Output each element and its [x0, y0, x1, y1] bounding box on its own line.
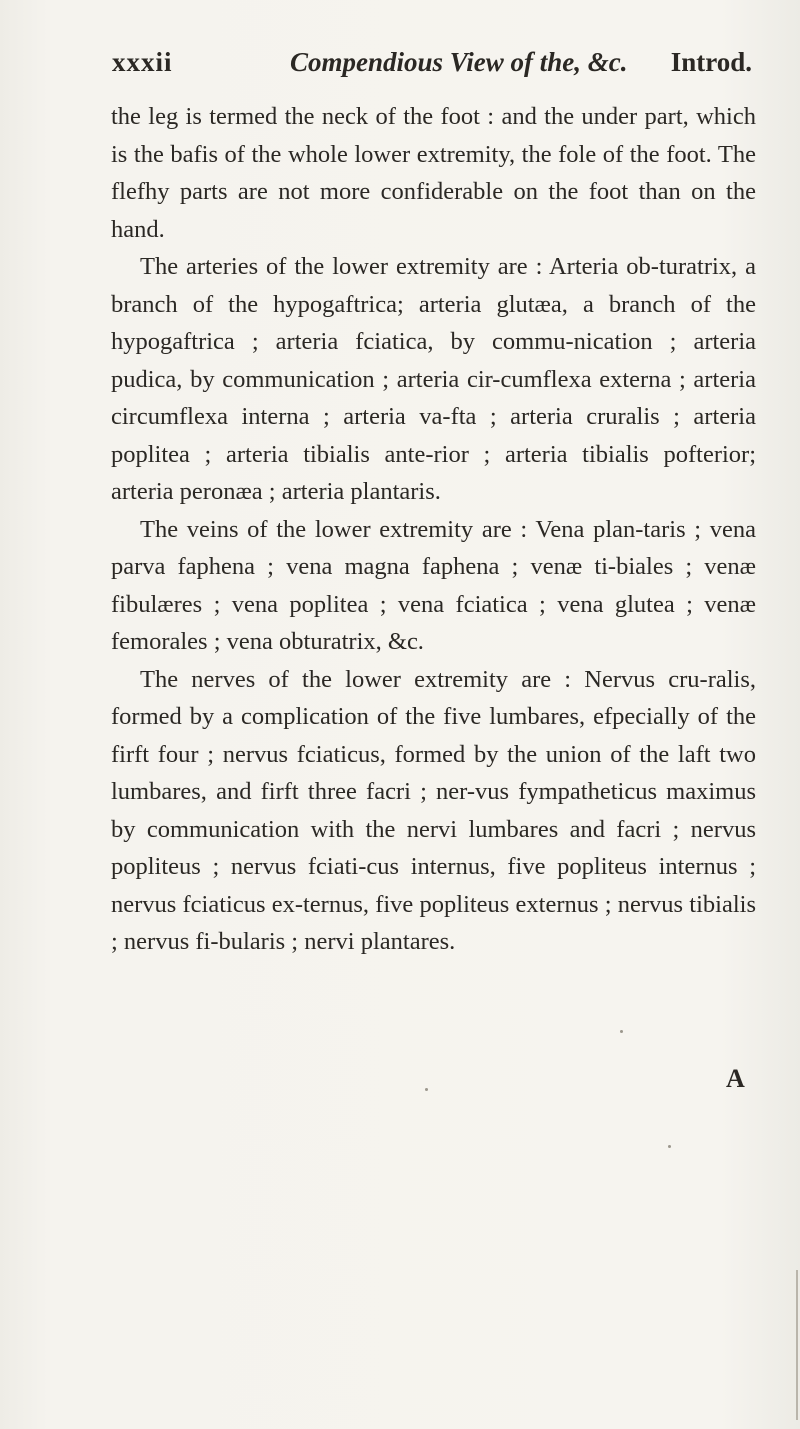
running-title: Compendious View of the, &c.: [290, 47, 628, 77]
running-head: [112, 42, 752, 82]
paragraph-arteries: The arteries of the lower extremity are : Arteria ob-turatrix, a branch of the hypogaftrica; arteria glutæa, a branch of the hypogaftrica ; arteria fciatica, by commu-nication ; arteria pudica, by communication ; arteria cir-cumflexa externa ; arteria circumflexa interna ; arteria va-fta ; arteria cruralis ; arteria poplitea ; arteria tibialis ante-rior ; arteria tibialis pofterior; arteria peronæa ; arteria plantaris.: [111, 253, 756, 505]
body-text: [111, 98, 756, 961]
page-edge-shadow: [796, 1270, 798, 1420]
paper-speck: [620, 1030, 623, 1033]
catchword: A: [726, 1064, 745, 1093]
page-number: xxxii: [112, 47, 173, 77]
paragraph-veins: The veins of the lower extremity are : Vena plan-taris ; vena parva faphena ; vena magna faphena ; venæ ti-biales ; venæ fibulæres ; vena poplitea ; vena fciatica ; vena glutea ; venæ femorales ; vena obturatrix, &c.: [111, 515, 756, 655]
paper-speck: [668, 1145, 671, 1148]
paragraph-nerves: The nerves of the lower extremity are : Nervus cru-ralis, formed by a complication of the five lumbares, efpecially of the firft four ; nervus fciaticus, formed by the union of the laft two lumbares, and firft three facri ; ner-vus fympatheticus maximus by communication with the nervi lumbares and facri ; nervus popliteus ; nervus fciati-cus internus, five popliteus internus ; nervus fciaticus ex-ternus, five popliteus externus ; nervus tibialis ; nervus fi-bularis ; nervi plantares.: [111, 665, 756, 955]
paper-speck: [425, 1088, 428, 1091]
section-label: Introd.: [670, 47, 752, 77]
paragraph-leg-foot: the leg is termed the neck of the foot : and the under part, which is the bafis of the whole lower extremity, the fole of the foot. The flefhy parts are not more confiderable on the foot than on the hand.: [111, 103, 756, 243]
